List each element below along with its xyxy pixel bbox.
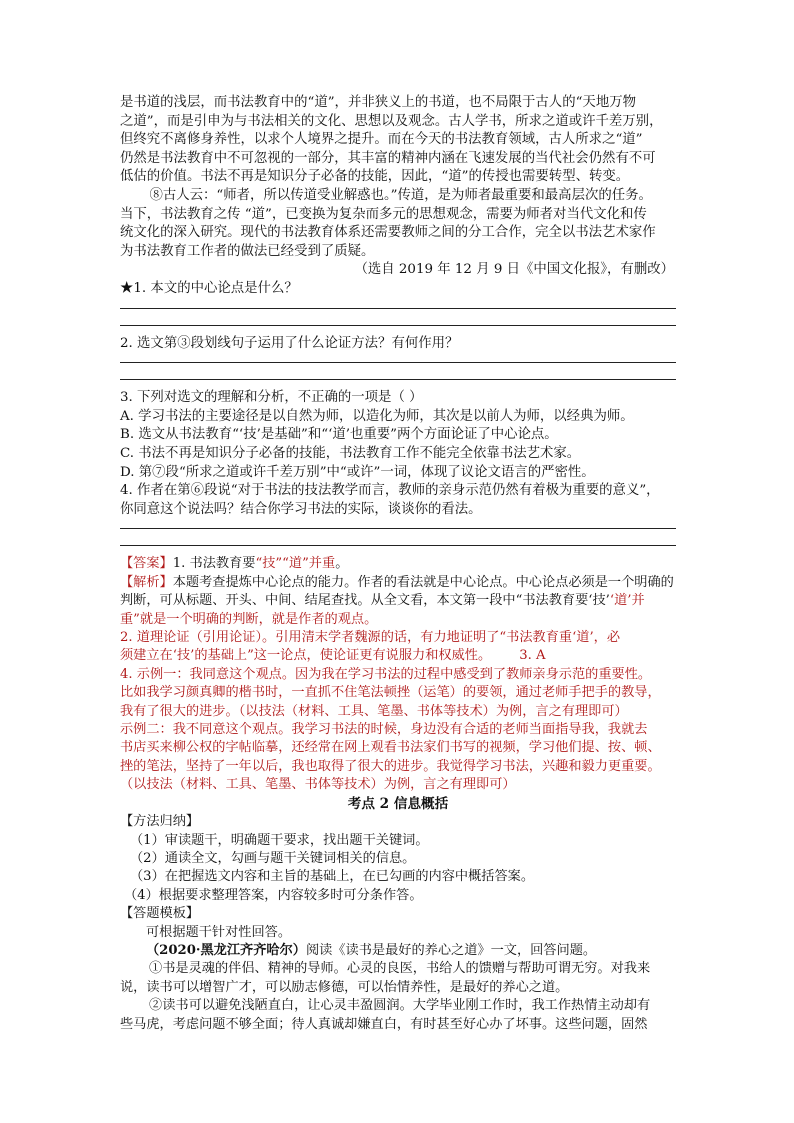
method-item: （3）在把握选文内容和主旨的基础上，在已勾画的内容中概括答案。 bbox=[130, 869, 535, 885]
example-line: ①书是灵魂的伴侣、精神的导师。心灵的良医，书给人的馈赠与帮助可谓无穷。对我来 bbox=[149, 961, 651, 977]
passage-line: 但终究不离修身养性，以求个人境界之提升。而在今天的书法教育领域，古人所求之“道” bbox=[120, 132, 643, 148]
passage-paragraph-2 bbox=[120, 187, 676, 261]
example-line: 些马虎，考虑问题不够全面；待人真诚却嫌直白，有时甚至好心办了坏事。这些问题，固然 bbox=[120, 1016, 648, 1032]
answer-1 bbox=[120, 555, 676, 573]
answer-4-line: 挫的笔法，坚持了一年以后，我也取得了很大的进步。我觉得学习书法，兴趣和毅力更重要。 bbox=[120, 758, 661, 774]
passage-line: 是书道的浅层，而书法教育中的“道”，并非狭义上的书道，也不局限于古人的“天地万物 bbox=[120, 95, 636, 110]
analysis-highlight: ‘道’并重”就是一个明确的判断，就是作者的观点。 bbox=[120, 593, 645, 627]
option-b: B. 选文从书法教育“‘技’是基础”和“‘道’也重要”两个方面论证了中心论点。 bbox=[120, 427, 558, 443]
answer-4-line: 4. 示例一：我同意这个观点。因为我在学习书法的过程中感受到了教师亲身示范的重要性。 bbox=[120, 666, 652, 682]
example-intro bbox=[120, 942, 676, 960]
question-1: ★1. 本文的中心论点是什么？ bbox=[120, 280, 298, 296]
analysis-text: 本题考查提炼中心论点的能力。作者的看法就是中心论点。中心论点必须是一个明确的判断，可从标题、开头、中间、结尾查找。从全文看，本文第一段中“书法教育要‘技’ bbox=[120, 574, 674, 609]
answer-1-highlight: “技”“道”并重 bbox=[255, 556, 336, 572]
method-item: （4）根据要求整理答案，内容较多时可分条作答。 bbox=[124, 887, 423, 903]
analysis bbox=[120, 574, 676, 629]
answer-4-line: 我有了很大的进步。（以技法（材料、工具、笔墨、书体等技术）为例，言之有理即可） bbox=[120, 703, 628, 719]
passage-source: （选自 2019 年 12 月 9 日《中国文化报》，有删改） bbox=[354, 262, 674, 278]
question-4-line: 4. 作者在第⑥段说“对于书法的技法教学而言，教师的亲身示范仍然有着极为重要的意义”， bbox=[120, 483, 660, 499]
question-2: 2. 选文第③段划线句子运用了什么论证方法？有何作用？ bbox=[120, 335, 459, 351]
option-a: A. 学习书法的主要途径是以自然为师，以造化为师，其次是以前人为师，以经典为师。 bbox=[120, 408, 634, 424]
question-4-line: 你同意这个说法吗？结合你学习书法的实际，谈谈你的看法。 bbox=[120, 501, 482, 517]
method-item: （2）通读全文，勾画与题干关键词相关的信息。 bbox=[130, 850, 416, 866]
answer-4-line: 比如我学习颜真卿的楷书时，一直抓不住笔法顿挫（运笔）的要领，通过老师手把手的教导， bbox=[120, 685, 661, 701]
passage-line: ⑧古人云：“师者，所以传道受业解惑也。”传道，是为师者最重要和最高层次的任务。 bbox=[149, 187, 652, 203]
passage-paragraph-1 bbox=[120, 94, 676, 187]
answer-2-line: 2. 道理论证（引用论证）。引用清末学者魏源的话，有力地证明了“书法教育重‘道’，必 bbox=[120, 629, 621, 645]
answer-2-text: 须建立在‘技’的基础上”这一论点，使论证更有说服力和权威性。 bbox=[120, 648, 492, 664]
answer-2-line bbox=[120, 647, 676, 665]
answer-1-suffix: 。 bbox=[335, 556, 349, 572]
example-line: ②读书可以避免浅陋直白，让心灵丰盈圆润。大学毕业刚工作时，我工作热情主动却有 bbox=[149, 998, 651, 1014]
analysis-label: 【解析】 bbox=[120, 574, 173, 590]
answer-1-prefix: 1. 书法教育要 bbox=[172, 556, 256, 572]
answer-4-line: 书店买来柳公权的字帖临摹，还经常在网上观看书法家们书写的视频，学习他们提、按、顿、 bbox=[120, 740, 661, 756]
passage-line: 当下，书法教育之传 “道”，已变换为复杂而多元的思想观念，需要为师者对当代文化和传 bbox=[120, 206, 647, 222]
example-intro-text: 阅读《读书是最好的养心之道》一文，回答问题。 bbox=[305, 943, 597, 958]
document-page bbox=[120, 94, 676, 1034]
question-3: 3. 下列对选文的理解和分析，不正确的一项是（ ） bbox=[120, 390, 423, 406]
passage-line: 之道”，而是引申为与书法相关的文化、思想以及观念。古人学书，所求之道或许千差万别， bbox=[120, 113, 663, 129]
answer-3: 3. A bbox=[519, 648, 546, 664]
method-label: 【方法归纳】 bbox=[120, 814, 200, 830]
answer-4-line: （以技法（材料、工具、笔墨、书体等技术）为例，言之有理即可） bbox=[120, 777, 516, 793]
answer-label: 【答案】 bbox=[120, 556, 173, 572]
option-c: C. 书法不再是知识分子必备的技能，书法教育工作不能完全依靠书法艺术家。 bbox=[120, 445, 581, 461]
method-item: （1）审读题干，明确题干要求，找出题干关键词。 bbox=[130, 832, 429, 848]
passage-line: 低估的价值。书法不再是知识分子必备的技能，因此，“道”的传授也需要转型、转变。 bbox=[120, 169, 630, 185]
passage-line: 为书法教育工作者的做法已经受到了质疑。 bbox=[120, 243, 375, 259]
section-title: 考点 2 信息概括 bbox=[347, 795, 449, 812]
option-d: D. 第⑦段“所求之道或许千差万别”中“或许”一词，体现了议论文语言的严密性。 bbox=[120, 464, 595, 480]
answer-4-line: 示例二：我不同意这个观点。我学习书法的时候，身边没有合适的老师当面指导我，我就去 bbox=[120, 721, 648, 737]
example-line: 说，读书可以增智广才，可以励志修德，可以怡情养性，是最好的养心之道。 bbox=[120, 979, 569, 995]
passage-line: 仍然是书法教育中不可忽视的一部分，其丰富的精神内涵在飞速发展的当代社会仍然有不可 bbox=[120, 150, 656, 166]
example-source: （2020·黑龙江齐齐哈尔） bbox=[146, 943, 306, 958]
template-label: 【答题模板】 bbox=[120, 906, 200, 922]
template-text: 可根据题干针对性回答。 bbox=[146, 924, 292, 940]
passage-line: 统文化的深入研究。现代的书法教育体系还需要教师之间的分工合作，完全以书法艺术家作 bbox=[120, 225, 656, 241]
